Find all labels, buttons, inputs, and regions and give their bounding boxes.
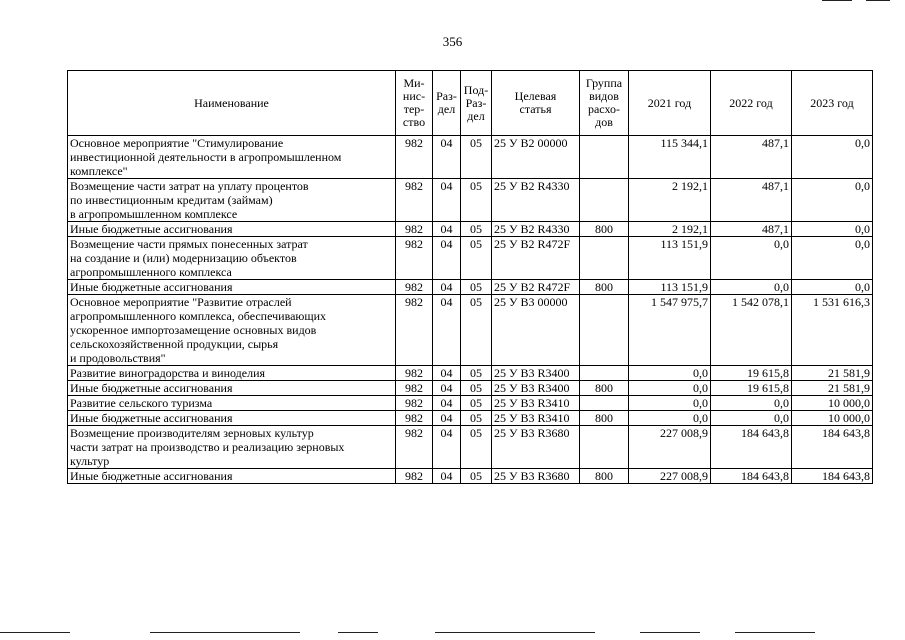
cell-name: Возмещение производителям зерновых культур части затрат на производство и реализацию зерновых культур	[68, 426, 396, 469]
table-row	[68, 396, 873, 411]
cell-subsection: 05	[461, 426, 492, 469]
cell-subsection: 05	[461, 295, 492, 366]
cell-section: 04	[433, 469, 461, 484]
cell-y2023: 21 581,9	[792, 381, 873, 396]
header-2023: 2023 год	[792, 71, 873, 136]
cell-group: 800	[580, 280, 629, 295]
cell-y2021: 113 151,9	[629, 237, 711, 280]
cell-y2022: 0,0	[711, 280, 792, 295]
cell-subsection: 05	[461, 411, 492, 426]
cell-section: 04	[433, 411, 461, 426]
cell-target: 25 У B3 R3680	[492, 426, 580, 469]
table-row	[68, 222, 873, 237]
cell-y2021: 115 344,1	[629, 136, 711, 179]
cell-ministry: 982	[396, 381, 433, 396]
cell-section: 04	[433, 396, 461, 411]
header-group: Группа видов расхо- дов	[580, 71, 629, 136]
cell-subsection: 05	[461, 280, 492, 295]
scan-mark	[150, 632, 300, 633]
cell-subsection: 05	[461, 469, 492, 484]
table-row	[68, 136, 873, 179]
cell-ministry: 982	[396, 222, 433, 237]
cell-y2021: 113 151,9	[629, 280, 711, 295]
cell-name: Иные бюджетные ассигнования	[68, 222, 396, 237]
cell-name: Иные бюджетные ассигнования	[68, 411, 396, 426]
cell-group: 800	[580, 222, 629, 237]
cell-name: Возмещение части затрат на уплату процентов по инвестиционным кредитам (займам) в агропромышленном комплексе	[68, 179, 396, 222]
cell-group	[580, 237, 629, 280]
cell-name: Иные бюджетные ассигнования	[68, 381, 396, 396]
table-body	[68, 136, 873, 484]
header-subsection: Под- Раз- дел	[461, 71, 492, 136]
header-name: Наименование	[68, 71, 396, 136]
cell-y2021: 0,0	[629, 411, 711, 426]
table-row	[68, 381, 873, 396]
table-row	[68, 411, 873, 426]
cell-y2021: 1 547 975,7	[629, 295, 711, 366]
scan-mark	[0, 632, 70, 633]
cell-target: 25 У B2 00000	[492, 136, 580, 179]
cell-section: 04	[433, 295, 461, 366]
cell-group	[580, 136, 629, 179]
table-row	[68, 179, 873, 222]
cell-ministry: 982	[396, 280, 433, 295]
cell-section: 04	[433, 136, 461, 179]
cell-ministry: 982	[396, 396, 433, 411]
cell-target: 25 У B3 R3410	[492, 396, 580, 411]
header-target: Целевая статья	[492, 71, 580, 136]
header-section: Раз- дел	[433, 71, 461, 136]
cell-group	[580, 366, 629, 381]
cell-name: Развитие виноградорства и виноделия	[68, 366, 396, 381]
cell-y2023: 0,0	[792, 136, 873, 179]
scan-mark	[640, 632, 700, 633]
cell-name: Основное мероприятие "Стимулирование инвестиционной деятельности в агропромышленном комплексе"	[68, 136, 396, 179]
cell-y2023: 10 000,0	[792, 396, 873, 411]
cell-y2023: 0,0	[792, 222, 873, 237]
cell-y2023: 184 643,8	[792, 469, 873, 484]
cell-target: 25 У B2 R4330	[492, 222, 580, 237]
cell-y2023: 1 531 616,3	[792, 295, 873, 366]
cell-target: 25 У B3 R3410	[492, 411, 580, 426]
cell-target: 25 У B3 R3400	[492, 366, 580, 381]
cell-y2022: 0,0	[711, 396, 792, 411]
cell-subsection: 05	[461, 179, 492, 222]
cell-y2022: 19 615,8	[711, 381, 792, 396]
cell-subsection: 05	[461, 396, 492, 411]
header-ministry: Ми- нис- тер- ство	[396, 71, 433, 136]
table-row	[68, 295, 873, 366]
cell-ministry: 982	[396, 295, 433, 366]
scan-mark	[338, 632, 378, 633]
cell-y2021: 2 192,1	[629, 179, 711, 222]
cell-y2022: 1 542 078,1	[711, 295, 792, 366]
cell-group	[580, 396, 629, 411]
table-row	[68, 426, 873, 469]
cell-section: 04	[433, 280, 461, 295]
cell-ministry: 982	[396, 426, 433, 469]
table-row	[68, 280, 873, 295]
page-number: 356	[442, 34, 463, 49]
cell-section: 04	[433, 222, 461, 237]
budget-table	[67, 70, 873, 484]
cell-target: 25 У B2 R472F	[492, 280, 580, 295]
cell-ministry: 982	[396, 366, 433, 381]
cell-target: 25 У B2 R472F	[492, 237, 580, 280]
cell-section: 04	[433, 366, 461, 381]
cell-y2022: 19 615,8	[711, 366, 792, 381]
cell-y2021: 2 192,1	[629, 222, 711, 237]
table-row	[68, 469, 873, 484]
cell-y2021: 0,0	[629, 366, 711, 381]
cell-section: 04	[433, 179, 461, 222]
table-header-row	[68, 71, 873, 136]
cell-target: 25 У B3 00000	[492, 295, 580, 366]
cell-subsection: 05	[461, 237, 492, 280]
cell-ministry: 982	[396, 179, 433, 222]
cell-ministry: 982	[396, 136, 433, 179]
cell-target: 25 У B3 R3680	[492, 469, 580, 484]
cell-y2023: 184 643,8	[792, 426, 873, 469]
cell-subsection: 05	[461, 136, 492, 179]
cell-subsection: 05	[461, 381, 492, 396]
cell-group	[580, 426, 629, 469]
cell-name: Иные бюджетные ассигнования	[68, 469, 396, 484]
cell-name: Возмещение части прямых понесенных затрат на создание и (или) модернизацию объектов агропромышленного комплекса	[68, 237, 396, 280]
header-2021: 2021 год	[629, 71, 711, 136]
cell-group	[580, 295, 629, 366]
table-row	[68, 237, 873, 280]
cell-group: 800	[580, 381, 629, 396]
cell-y2023: 21 581,9	[792, 366, 873, 381]
cell-y2022: 0,0	[711, 237, 792, 280]
cell-name: Основное мероприятие "Развитие отраслей агропромышленного комплекса, обеспечивающих ускоренное импортозамещение основных видов сельскохозяйственной продукции, сырья и продовольствия"	[68, 295, 396, 366]
table-row	[68, 366, 873, 381]
cell-y2021: 0,0	[629, 381, 711, 396]
cell-y2023: 0,0	[792, 237, 873, 280]
cell-target: 25 У B2 R4330	[492, 179, 580, 222]
cell-group: 800	[580, 411, 629, 426]
scan-mark	[866, 0, 890, 1]
cell-ministry: 982	[396, 411, 433, 426]
scan-mark	[435, 632, 595, 633]
cell-name: Развитие сельского туризма	[68, 396, 396, 411]
cell-y2022: 0,0	[711, 411, 792, 426]
cell-y2022: 184 643,8	[711, 426, 792, 469]
cell-y2022: 487,1	[711, 222, 792, 237]
cell-y2021: 0,0	[629, 396, 711, 411]
cell-y2021: 227 008,9	[629, 426, 711, 469]
cell-y2023: 10 000,0	[792, 411, 873, 426]
cell-ministry: 982	[396, 237, 433, 280]
header-2022: 2022 год	[711, 71, 792, 136]
cell-y2023: 0,0	[792, 179, 873, 222]
cell-target: 25 У B3 R3400	[492, 381, 580, 396]
cell-group	[580, 179, 629, 222]
cell-subsection: 05	[461, 222, 492, 237]
cell-y2022: 487,1	[711, 136, 792, 179]
cell-y2021: 227 008,9	[629, 469, 711, 484]
scan-mark	[822, 0, 852, 1]
cell-y2022: 184 643,8	[711, 469, 792, 484]
cell-name: Иные бюджетные ассигнования	[68, 280, 396, 295]
scan-mark	[735, 632, 815, 633]
cell-y2022: 487,1	[711, 179, 792, 222]
cell-subsection: 05	[461, 366, 492, 381]
cell-ministry: 982	[396, 469, 433, 484]
cell-group: 800	[580, 469, 629, 484]
cell-section: 04	[433, 381, 461, 396]
cell-section: 04	[433, 237, 461, 280]
cell-section: 04	[433, 426, 461, 469]
cell-y2023: 0,0	[792, 280, 873, 295]
